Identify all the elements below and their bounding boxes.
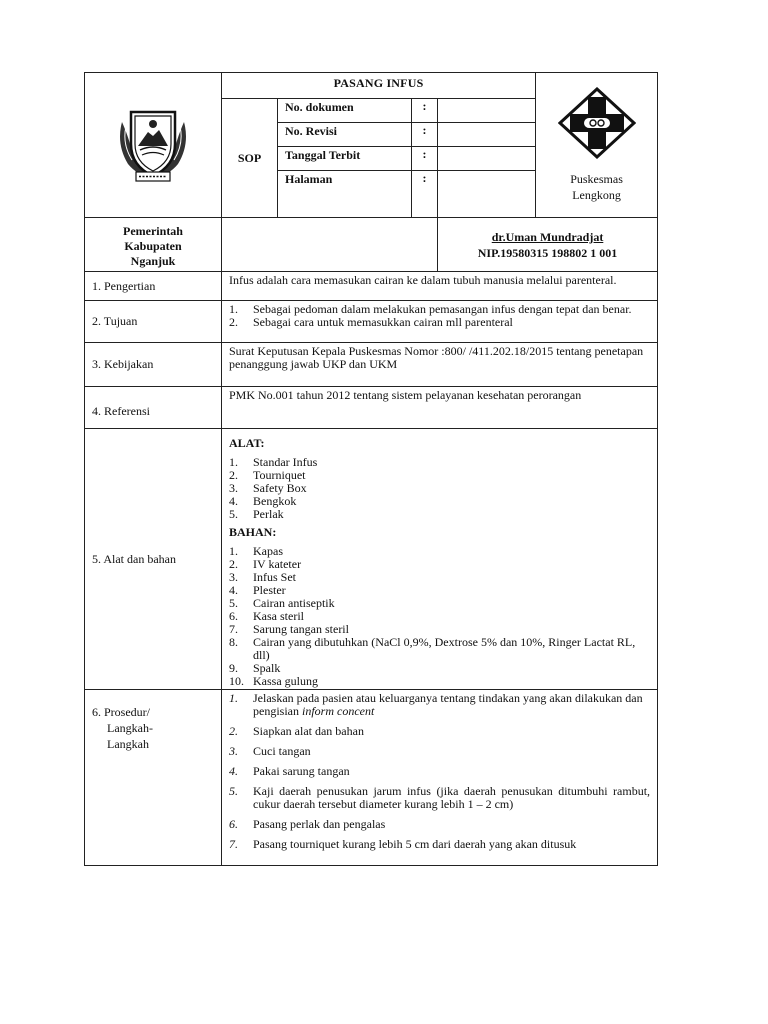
list-item: 1. Jelaskan pada pasien atau keluarganya tentang tindakan yang akan dilakukan dan pengisian inform concent (229, 691, 643, 718)
puskesmas-name-line2: Lengkong (572, 188, 621, 202)
field-value-no-dokumen (438, 99, 536, 123)
section-label-tujuan: 2. Tujuan (85, 301, 222, 343)
section-body-referensi: PMK No.001 tahun 2012 tentang sistem pelayanan kesehatan perorangan (222, 387, 658, 429)
list-item: 1. Standar Infus (229, 455, 318, 469)
field-value-tanggal-terbit (438, 147, 536, 171)
list-item: 7. Sarung tangan steril (229, 622, 349, 636)
prosedur-list (229, 692, 650, 851)
list-item: 3. Safety Box (229, 481, 307, 495)
field-label-tanggal-terbit: Tanggal Terbit (278, 147, 412, 171)
government-line3: Nganjuk (130, 253, 176, 268)
section-label-prosedur: 6. Prosedur/ Langkah- Langkah (85, 690, 222, 866)
list-item: 5. Kaji daerah penusukan jarum infus (jika daerah penusukan ditumbuhi rambut, cukur daerah tersebut diameter kurang lebih 1 – 2 cm) (229, 784, 651, 811)
section-body-kebijakan: Surat Keputusan Kepala Puskesmas Nomor :800/ /411.202.18/2015 tentang penetapan penanggung jawab UKP dan UKM (222, 343, 658, 387)
document-title: PASANG INFUS (222, 73, 536, 99)
list-item: 6. Kasa steril (229, 609, 304, 623)
list-item: 6. Pasang perlak dan pengalas (229, 817, 386, 831)
list-item: 1. Kapas (229, 544, 283, 558)
regency-emblem-logo (114, 100, 192, 186)
section-body-tujuan (222, 301, 658, 343)
list-item: 9. Spalk (229, 661, 281, 675)
sop-table (84, 72, 658, 866)
list-item: 5. Perlak (229, 507, 284, 521)
regency-emblem-cell (85, 73, 222, 218)
field-value-halaman (438, 171, 536, 218)
field-colon: : (412, 147, 438, 171)
sop-document (84, 72, 657, 866)
list-item: 4. Plester (229, 583, 286, 597)
puskesmas-cross-logo (558, 87, 636, 159)
list-item: 4. Pakai sarung tangan (229, 764, 350, 778)
field-label-no-dokumen: No. dokumen (278, 99, 412, 123)
section-body-prosedur (222, 690, 658, 866)
list-item: 3. Infus Set (229, 570, 296, 584)
signatory-nip: NIP.19580315 198802 1 001 (477, 245, 618, 260)
list-item: 2. Sebagai cara untuk memasukkan cairan mll parenteral (229, 315, 513, 329)
list-item: 1. Sebagai pedoman dalam melakukan pemasangan infus dengan tepat dan benar. (229, 302, 632, 316)
blank-cell (222, 218, 438, 272)
list-item: 2. Tourniquet (229, 468, 306, 482)
sop-label: SOP (222, 99, 278, 218)
list-item: 7. Pasang tourniquet kurang lebih 5 cm dari daerah yang akan ditusuk (229, 837, 577, 851)
list-item: 5. Cairan antiseptik (229, 596, 335, 610)
government-line2: Kabupaten (124, 238, 182, 253)
government-name (85, 218, 222, 272)
field-label-halaman: Halaman (278, 171, 412, 218)
field-colon: : (412, 171, 438, 218)
puskesmas-name-line1: Puskesmas (570, 172, 623, 186)
section-body-alat-bahan (222, 429, 658, 690)
signatory-name: dr.Uman Mundradjat (491, 229, 604, 244)
field-label-no-revisi: No. Revisi (278, 123, 412, 147)
list-item: 3. Cuci tangan (229, 744, 311, 758)
bahan-list (229, 545, 650, 688)
section-label-pengertian: 1. Pengertian (85, 272, 222, 301)
bahan-heading: BAHAN: (229, 525, 277, 539)
field-colon: : (412, 123, 438, 147)
puskesmas-logo-cell (536, 73, 658, 218)
list-item: 2. Siapkan alat dan bahan (229, 724, 364, 738)
list-item: 10. Kassa gulung (229, 674, 318, 688)
field-colon: : (412, 99, 438, 123)
alat-list (229, 456, 650, 521)
signatory (438, 218, 658, 272)
section-label-referensi: 4. Referensi (85, 387, 222, 429)
list-item: 2. IV kateter (229, 557, 302, 571)
list-item: 4. Bengkok (229, 494, 297, 508)
section-label-alat-bahan: 5. Alat dan bahan (85, 429, 222, 690)
section-body-pengertian: Infus adalah cara memasukan cairan ke dalam tubuh manusia melalui parenteral. (222, 272, 658, 301)
list-item: 8. Cairan yang dibutuhkan (NaCl 0,9%, Dextrose 5% dan 10%, Ringer Lactat RL, dll) (229, 635, 636, 662)
government-line1: Pemerintah (123, 223, 183, 238)
section-label-kebijakan: 3. Kebijakan (85, 343, 222, 387)
alat-heading: ALAT: (229, 436, 265, 450)
field-value-no-revisi (438, 123, 536, 147)
